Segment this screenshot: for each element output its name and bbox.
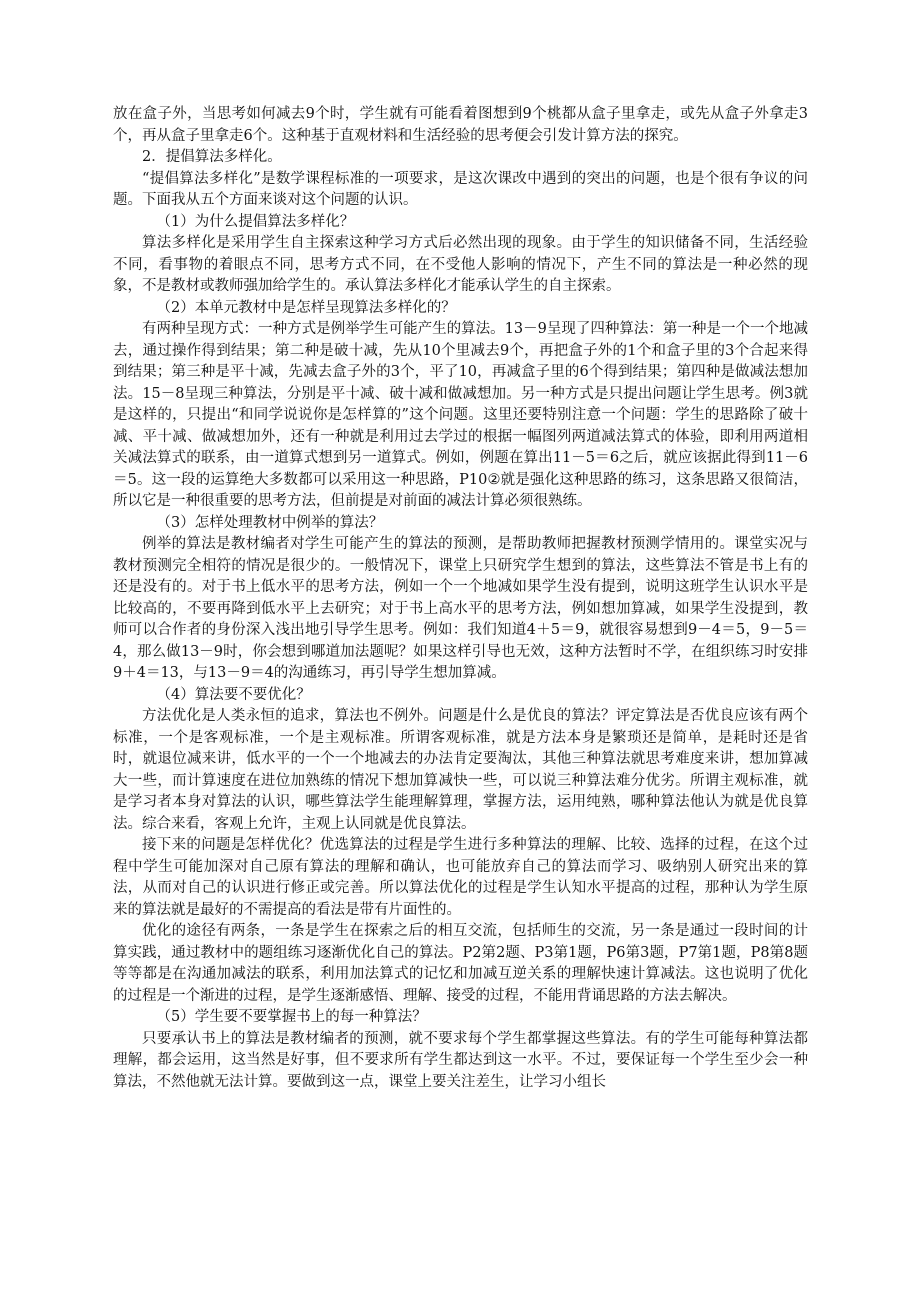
question-4-paragraph-1: 方法优化是人类永恒的追求，算法也不例外。问题是什么是优良的算法？评定算法是否优良应该有两个标准，一个是客观标准，一个是主观标准。所谓客观标准，就是方法本身是繁琐还是简单，是耗时还是省时，就退位减来讲，低水平的一个一个地减去的办法肯定要淘汰，其他三种算法就思考难度来讲，想加算减大一些，而计算速度在进位加熟练的情况下想加算减快一些，可以说三种算法难分优劣。所谓主观标准，就是学习者本身对算法的认识，哪些算法学生能理解算理，掌握方法，运用纯熟，哪种算法他认为就是优良算法。综合来看，客观上允许，主观上认同就是优良算法。 (113, 708, 808, 832)
question-3-paragraph: 例举的算法是教材编者对学生可能产生的算法的预测，是帮助教师把握教材预测学情用的。课堂实况与教材预测完全相符的情况是很少的。一般情况下，课堂上只研究学生想到的算法，这些算法不管是书上有的还是没有的。对于书上低水平的思考方法，例如一个一个地减如果学生没有提到，说明这班学生认识水平是比较高的，不要再降到低水平上去研究；对于书上高水平的思考方法，例如想加算减，如果学生没提到，教师可以合作者的身份深入浅出地引导学生思考。例如：我们知道4＋5＝9，就很容易想到9－4＝5，9－5＝4，那么做13－9时，你会想到哪道加法题呢？如果这样引导也无效，这种方法暂时不学，在组织练习时安排9＋4＝13，与13－9＝4的沟通练习，再引导学生想加算减。 (113, 536, 808, 681)
question-2-paragraph: 有两种呈现方式：一种方式是例举学生可能产生的算法。13－9呈现了四种算法：第一种是一个一个地减去，通过操作得到结果；第二种是破十减，先从10个里减去9个，再把盒子外的1个和盒子里的3个合起来得到结果；第三种是平十减，先减去盒子外的3个，平了10，再减盒子里的6个得到结果；第四种是做减法想加法。15－8呈现三种算法，分别是平十减、破十减和做减想加。另一种方式是只提出问题让学生思考。例3就是这样的，只提出“和同学说说你是怎样算的”这个问题。这里还要特别注意一个问题：学生的思路除了破十减、平十减、做减想加外，还有一种就是利用过去学过的根据一幅图列两道减法算式的体验，即利用两道相关减法算式的联系，由一道算式想到另一道算式。例如，例题在算出11－5＝6之后，就应该据此得到11－6＝5。这一段的运算绝大多数都可以采用这一种思路，P10②就是强化这种思路的练习，这条思路又很简洁，所以它是一种很重要的思考方法，但前提是对前面的减法计算必须很熟练。 (113, 321, 808, 509)
paragraph-intro: 放在盒子外，当思考如何减去9个时，学生就有可能看着图想到9个桃都从盒子里拿走，或先从盒子外拿走3个，再从盒子里拿走6个。这种基于直观材料和生活经验的思考便会引发计算方法的探究。 (113, 106, 808, 144)
paragraph-section-intro: “提倡算法多样化”是数学课程标准的一项要求，是这次课改中遇到的突出的问题，也是个很有争议的问题。下面我从五个方面来谈对这个问题的认识。 (113, 170, 808, 208)
section-heading: 2．提倡算法多样化。 (142, 149, 282, 165)
question-4-paragraph-3: 优化的途径有两条，一条是学生在探索之后的相互交流，包括师生的交流，另一条是通过一段时间的计算实践，通过教材中的题组练习逐渐优化自己的算法。P2第2题、P3第1题，P6第3题，P7第1题，P8第8题等等都是在沟通加减法的联系，利用加法算式的记忆和加减互逆关系的理解快速计算减法。这也说明了优化的过程是一个渐进的过程，是学生逐渐感悟、理解、接受的过程，不能用背诵思路的方法去解决。 (113, 923, 808, 1004)
question-5-heading: （5）学生要不要掌握书上的每一种算法？ (156, 1009, 427, 1025)
question-2-heading: （2）本单元教材中是怎样呈现算法多样化的？ (156, 299, 456, 316)
question-4-paragraph-2: 接下来的问题是怎样优化？优选算法的过程是学生进行多种算法的理解、比较、选择的过程，在这个过程中学生可能加深对自己原有算法的理解和确认，也可能放弃自己的算法而学习、吸纳别人研究出来的算法，从而对自己的认识进行修正或完善。所以算法优化的过程是学生认知水平提高的过程，那种认为学生原来的算法就是最好的不需提高的看法是带有片面性的。 (113, 837, 808, 918)
question-1-heading: （1）为什么提倡算法多样化？ (156, 213, 355, 230)
question-1-paragraph: 算法多样化是采用学生自主探索这种学习方式后必然出现的现象。由于学生的知识储备不同，生活经验不同，看事物的着眼点不同，思考方式不同，在不受他人影响的情况下，产生不同的算法是一种必然的现象，不是教材或教师强加给学生的。承认算法多样化才能承认学生的自主探索。 (113, 235, 808, 294)
question-3-heading: （3）怎样处理教材中例举的算法？ (156, 514, 384, 531)
question-4-heading: （4）算法要不要优化？ (156, 686, 311, 703)
question-5-paragraph: 只要承认书上的算法是教材编者的预测，就不要求每个学生都掌握这些算法。有的学生可能每种算法都理解，都会运用，这当然是好事，但不要求所有学生都达到这一水平。不过，要保证每一个学生至少会一种算法，不然他就无法计算。要做到这一点，课堂上要关注差生，让学习小组长 (113, 1030, 808, 1090)
